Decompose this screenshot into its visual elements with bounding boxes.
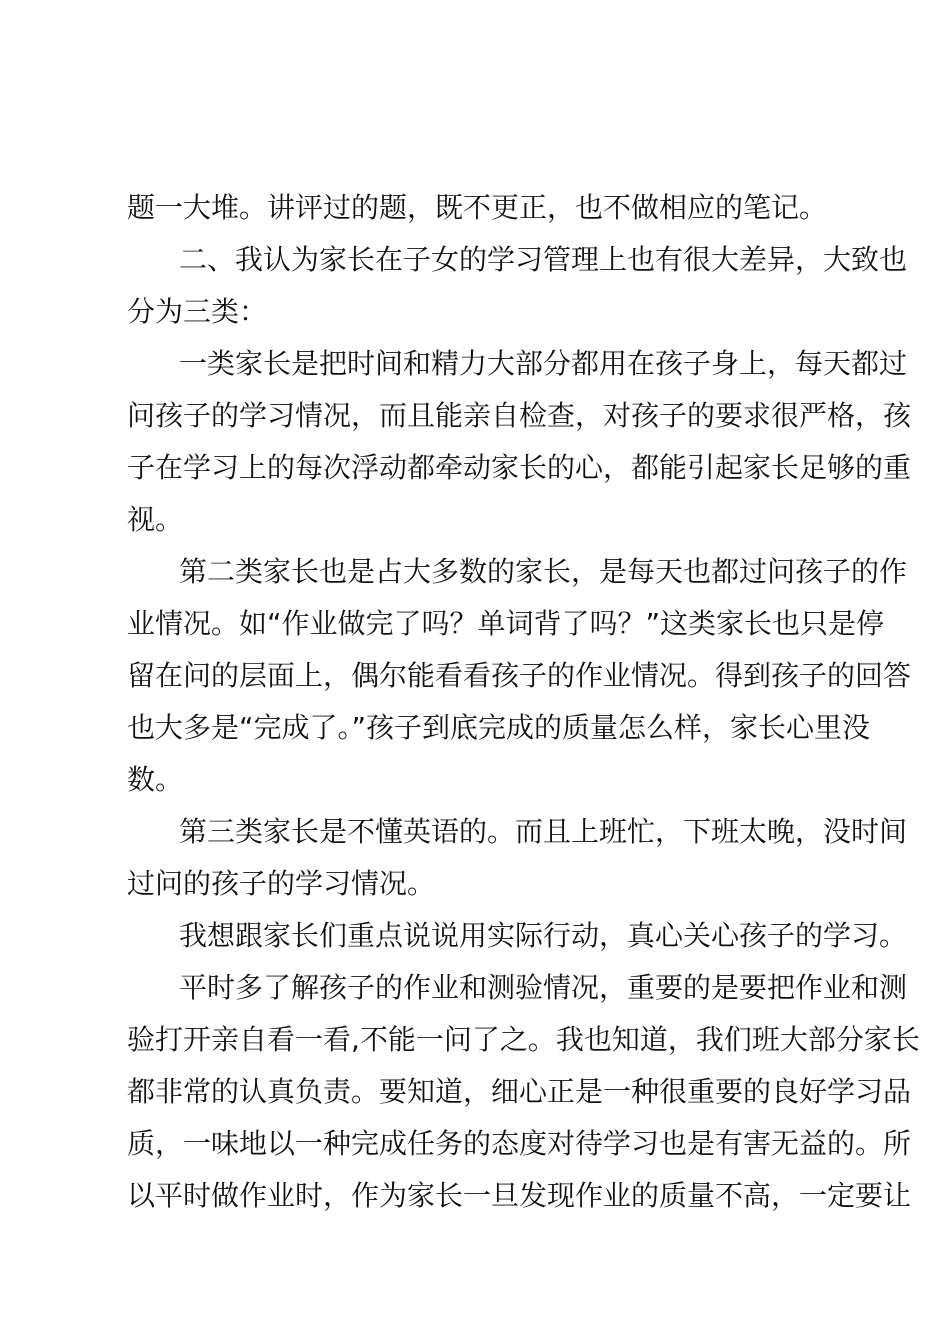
text-line: 我想跟家长们重点说说用实际行动，真心关心孩子的学习。: [179, 919, 908, 952]
text-line: 以平时做作业时，作为家长一旦发现作业的质量不高，一定要让: [127, 1179, 912, 1212]
text-line: 留在问的层面上，偶尔能看看孩子的作业情况。得到孩子的回答: [127, 659, 912, 692]
text-line: 验打开亲自看一看,不能一问了之。我也知道，我们班大部分家长: [127, 1023, 920, 1056]
paragraph: [127, 182, 837, 234]
paragraph: [127, 910, 908, 962]
text-line: 都非常的认真负责。要知道，细心正是一种很重要的良好学习品: [127, 1075, 912, 1108]
paragraph: [127, 234, 908, 338]
text-line: 问孩子的学习情况，而且能亲自检查，对孩子的要求很严格，孩: [127, 399, 912, 432]
text-line: 质，一味地以一种完成任务的态度对待学习也是有害无益的。所: [127, 1127, 912, 1160]
paragraph: [127, 338, 912, 546]
text-line: 业情况。如“作业做完了吗？单词背了吗？”这类家长也只是停: [127, 607, 885, 640]
text-line: 平时多了解孩子的作业和测验情况，重要的是要把作业和测: [179, 971, 908, 1004]
paragraph: [127, 806, 908, 910]
text-line: 题一大堆。讲评过的题，既不更正，也不做相应的笔记。: [127, 191, 828, 224]
text-line: 子在学习上的每次浮动都牵动家长的心，都能引起家长足够的重: [127, 451, 912, 484]
text-line: 也大多是“完成了。”孩子到底完成的质量怎么样，家长心里没: [127, 711, 871, 744]
text-line: 数。: [127, 763, 184, 796]
text-line: 第二类家长也是占大多数的家长，是每天也都过问孩子的作: [179, 555, 908, 588]
document-body: [127, 182, 920, 1222]
text-line: 分为三类：: [127, 295, 268, 328]
text-line: 一类家长是把时间和精力大部分都用在孩子身上，每天都过: [179, 347, 908, 380]
text-line: 第三类家长是不懂英语的。而且上班忙，下班太晚，没时间: [179, 815, 908, 848]
text-line: 视。: [127, 503, 184, 536]
text-line: 过问的孩子的学习情况。: [127, 867, 436, 900]
paragraph: [127, 962, 920, 1222]
text-line: 二、我认为家长在子女的学习管理上也有很大差异，大致也: [179, 243, 908, 276]
paragraph: [127, 546, 912, 806]
